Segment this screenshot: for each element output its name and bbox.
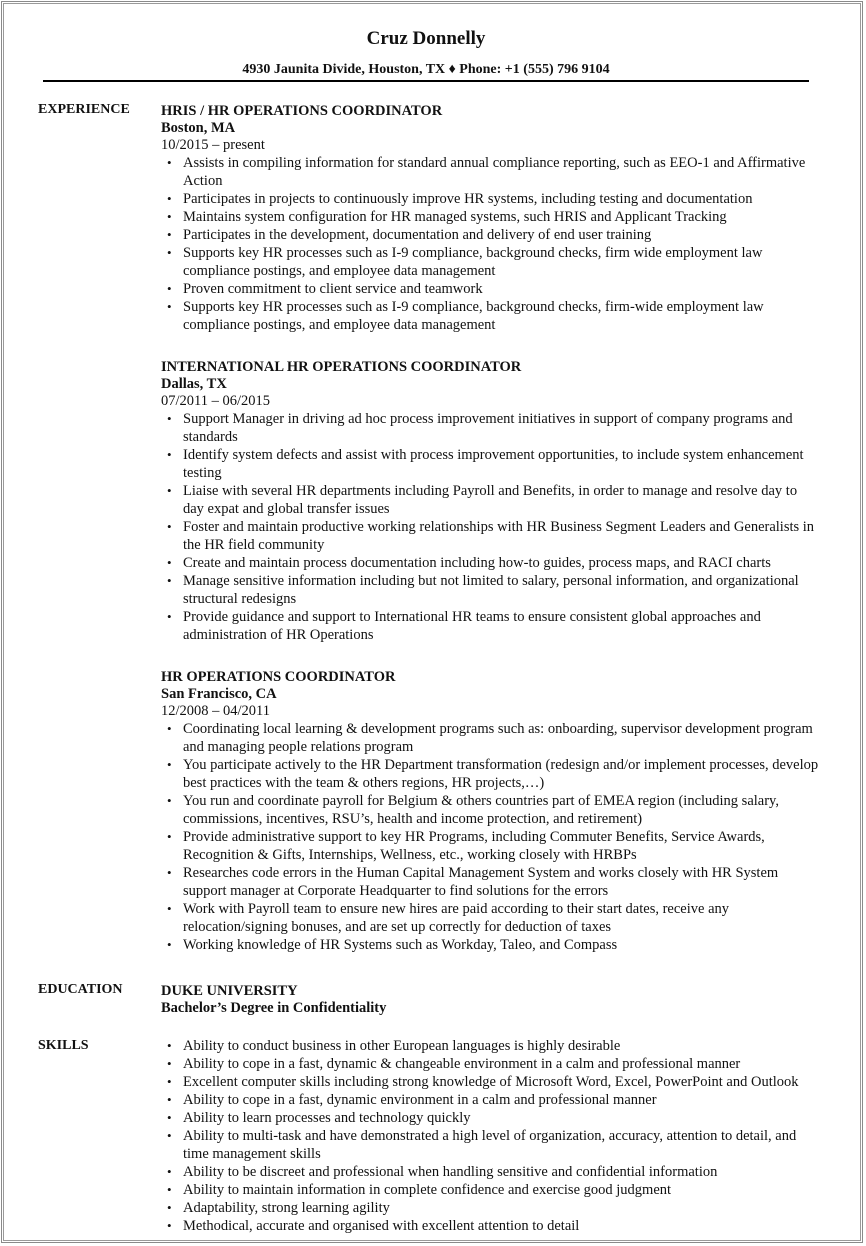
skill-item: • Adaptability, strong learning agility [161, 1199, 821, 1217]
job-bullets [161, 154, 821, 334]
bullet-item: • Participates in the development, documentation and delivery of end user training [161, 226, 821, 244]
skill-item: • Ability to cope in a fast, dynamic & changeable environment in a calm and professional manner [161, 1055, 821, 1073]
skills-list [161, 1037, 821, 1235]
bullet-item: • Foster and maintain productive working relationships with HR Business Segment Leaders and Generalists in the HR field community [161, 518, 821, 554]
bullet-item: • Assists in compiling information for standard annual compliance reporting, such as EEO-1 and Affirmative Action [161, 154, 821, 190]
bullet-item: • Supports key HR processes such as I-9 compliance, background checks, firm wide employment law compliance postings, and employee data management [161, 244, 821, 280]
job-bullets [161, 720, 821, 954]
bullet-item: • Supports key HR processes such as I-9 compliance, background checks, firm-wide employment law compliance postings, and employee data management [161, 298, 821, 334]
degree: Bachelor’s Degree in Confidentiality [161, 1000, 387, 1016]
bullet-item: • Create and maintain process documentation including how-to guides, process maps, and RACI charts [161, 554, 821, 572]
contact-line: 4930 Jaunita Divide, Houston, TX ♦ Phone: +1 (555) 796 9104 [242, 62, 610, 77]
section-label-skills: SKILLS [38, 1038, 89, 1053]
skill-item: • Ability to conduct business in other European languages is highly desirable [161, 1037, 821, 1055]
job-location: San Francisco, CA [161, 686, 277, 702]
job-dates: 07/2011 – 06/2015 [161, 393, 271, 409]
section-label-education: EDUCATION [38, 982, 123, 997]
bullet-item: • Participates in projects to continuously improve HR systems, including testing and documentation [161, 190, 821, 208]
skill-item: • Ability to multi-task and have demonstrated a high level of organization, accuracy, attention to detail, and time management skills [161, 1127, 821, 1163]
bullet-item: • You run and coordinate payroll for Belgium & others countries part of EMEA region (including salary, commissions, incentives, RSU’s, health and income protection, and retirement) [161, 792, 821, 828]
job-dates: 10/2015 – present [161, 137, 265, 153]
job-entry [161, 102, 821, 334]
bullet-item: • Manage sensitive information including but not limited to salary, personal information, and organizational structural redesigns [161, 572, 821, 608]
job-title: HR OPERATIONS COORDINATOR [161, 669, 396, 685]
bullet-item: • Proven commitment to client service and teamwork [161, 280, 821, 298]
skill-item: • Ability to maintain information in complete confidence and exercise good judgment [161, 1181, 821, 1199]
bullet-item: • Researches code errors in the Human Capital Management System and works closely with HR System support manager at Corporate Headquarter to find solutions for the errors [161, 864, 821, 900]
bullet-item: • Provide administrative support to key HR Programs, including Commuter Benefits, Service Awards, Recognition & Gifts, Internships, Wellness, etc., working closely with HRBPs [161, 828, 821, 864]
header-divider [43, 80, 809, 82]
skill-item: • Methodical, accurate and organised with excellent attention to detail [161, 1217, 821, 1235]
bullet-item: • Coordinating local learning & development programs such as: onboarding, supervisor development program and managing people relations program [161, 720, 821, 756]
skills-entry [161, 1037, 821, 1235]
bullet-item: • Provide guidance and support to International HR teams to ensure consistent global approaches and administration of HR Operations [161, 608, 821, 644]
skill-item: • Ability to cope in a fast, dynamic environment in a calm and professional manner [161, 1091, 821, 1109]
skill-item: • Ability to learn processes and technology quickly [161, 1109, 821, 1127]
candidate-name: Cruz Donnelly [366, 28, 486, 49]
skill-item: • Ability to be discreet and professional when handling sensitive and confidential information [161, 1163, 821, 1181]
job-location: Boston, MA [161, 120, 236, 136]
bullet-item: • Working knowledge of HR Systems such as Workday, Taleo, and Compass [161, 936, 821, 954]
job-title: HRIS / HR OPERATIONS COORDINATOR [161, 103, 443, 119]
bullet-item: • Support Manager in driving ad hoc process improvement initiatives in support of company programs and standards [161, 410, 821, 446]
bullet-item: • Maintains system configuration for HR managed systems, such HRIS and Applicant Tracking [161, 208, 821, 226]
bullet-item: • Liaise with several HR departments including Payroll and Benefits, in order to manage and resolve day to day expat and global transfer issues [161, 482, 821, 518]
job-bullets [161, 410, 821, 644]
education-entry [161, 982, 821, 1017]
skill-item: • Excellent computer skills including strong knowledge of Microsoft Word, Excel, PowerPoint and Outlook [161, 1073, 821, 1091]
section-label-experience: EXPERIENCE [38, 102, 130, 117]
job-entry [161, 668, 821, 954]
bullet-item: • Work with Payroll team to ensure new hires are paid according to their start dates, receive any relocation/signing bonuses, and are set up correctly for deduction of taxes [161, 900, 821, 936]
school-name: DUKE UNIVERSITY [161, 983, 298, 999]
job-dates: 12/2008 – 04/2011 [161, 703, 271, 719]
job-location: Dallas, TX [161, 376, 227, 392]
bullet-item: • Identify system defects and assist with process improvement opportunities, to include system enhancement testing [161, 446, 821, 482]
bullet-item: • You participate actively to the HR Department transformation (redesign and/or implement processes, develop best practices with the team & others regions, HR projects,…) [161, 756, 821, 792]
job-entry [161, 358, 821, 644]
job-title: INTERNATIONAL HR OPERATIONS COORDINATOR [161, 359, 522, 375]
